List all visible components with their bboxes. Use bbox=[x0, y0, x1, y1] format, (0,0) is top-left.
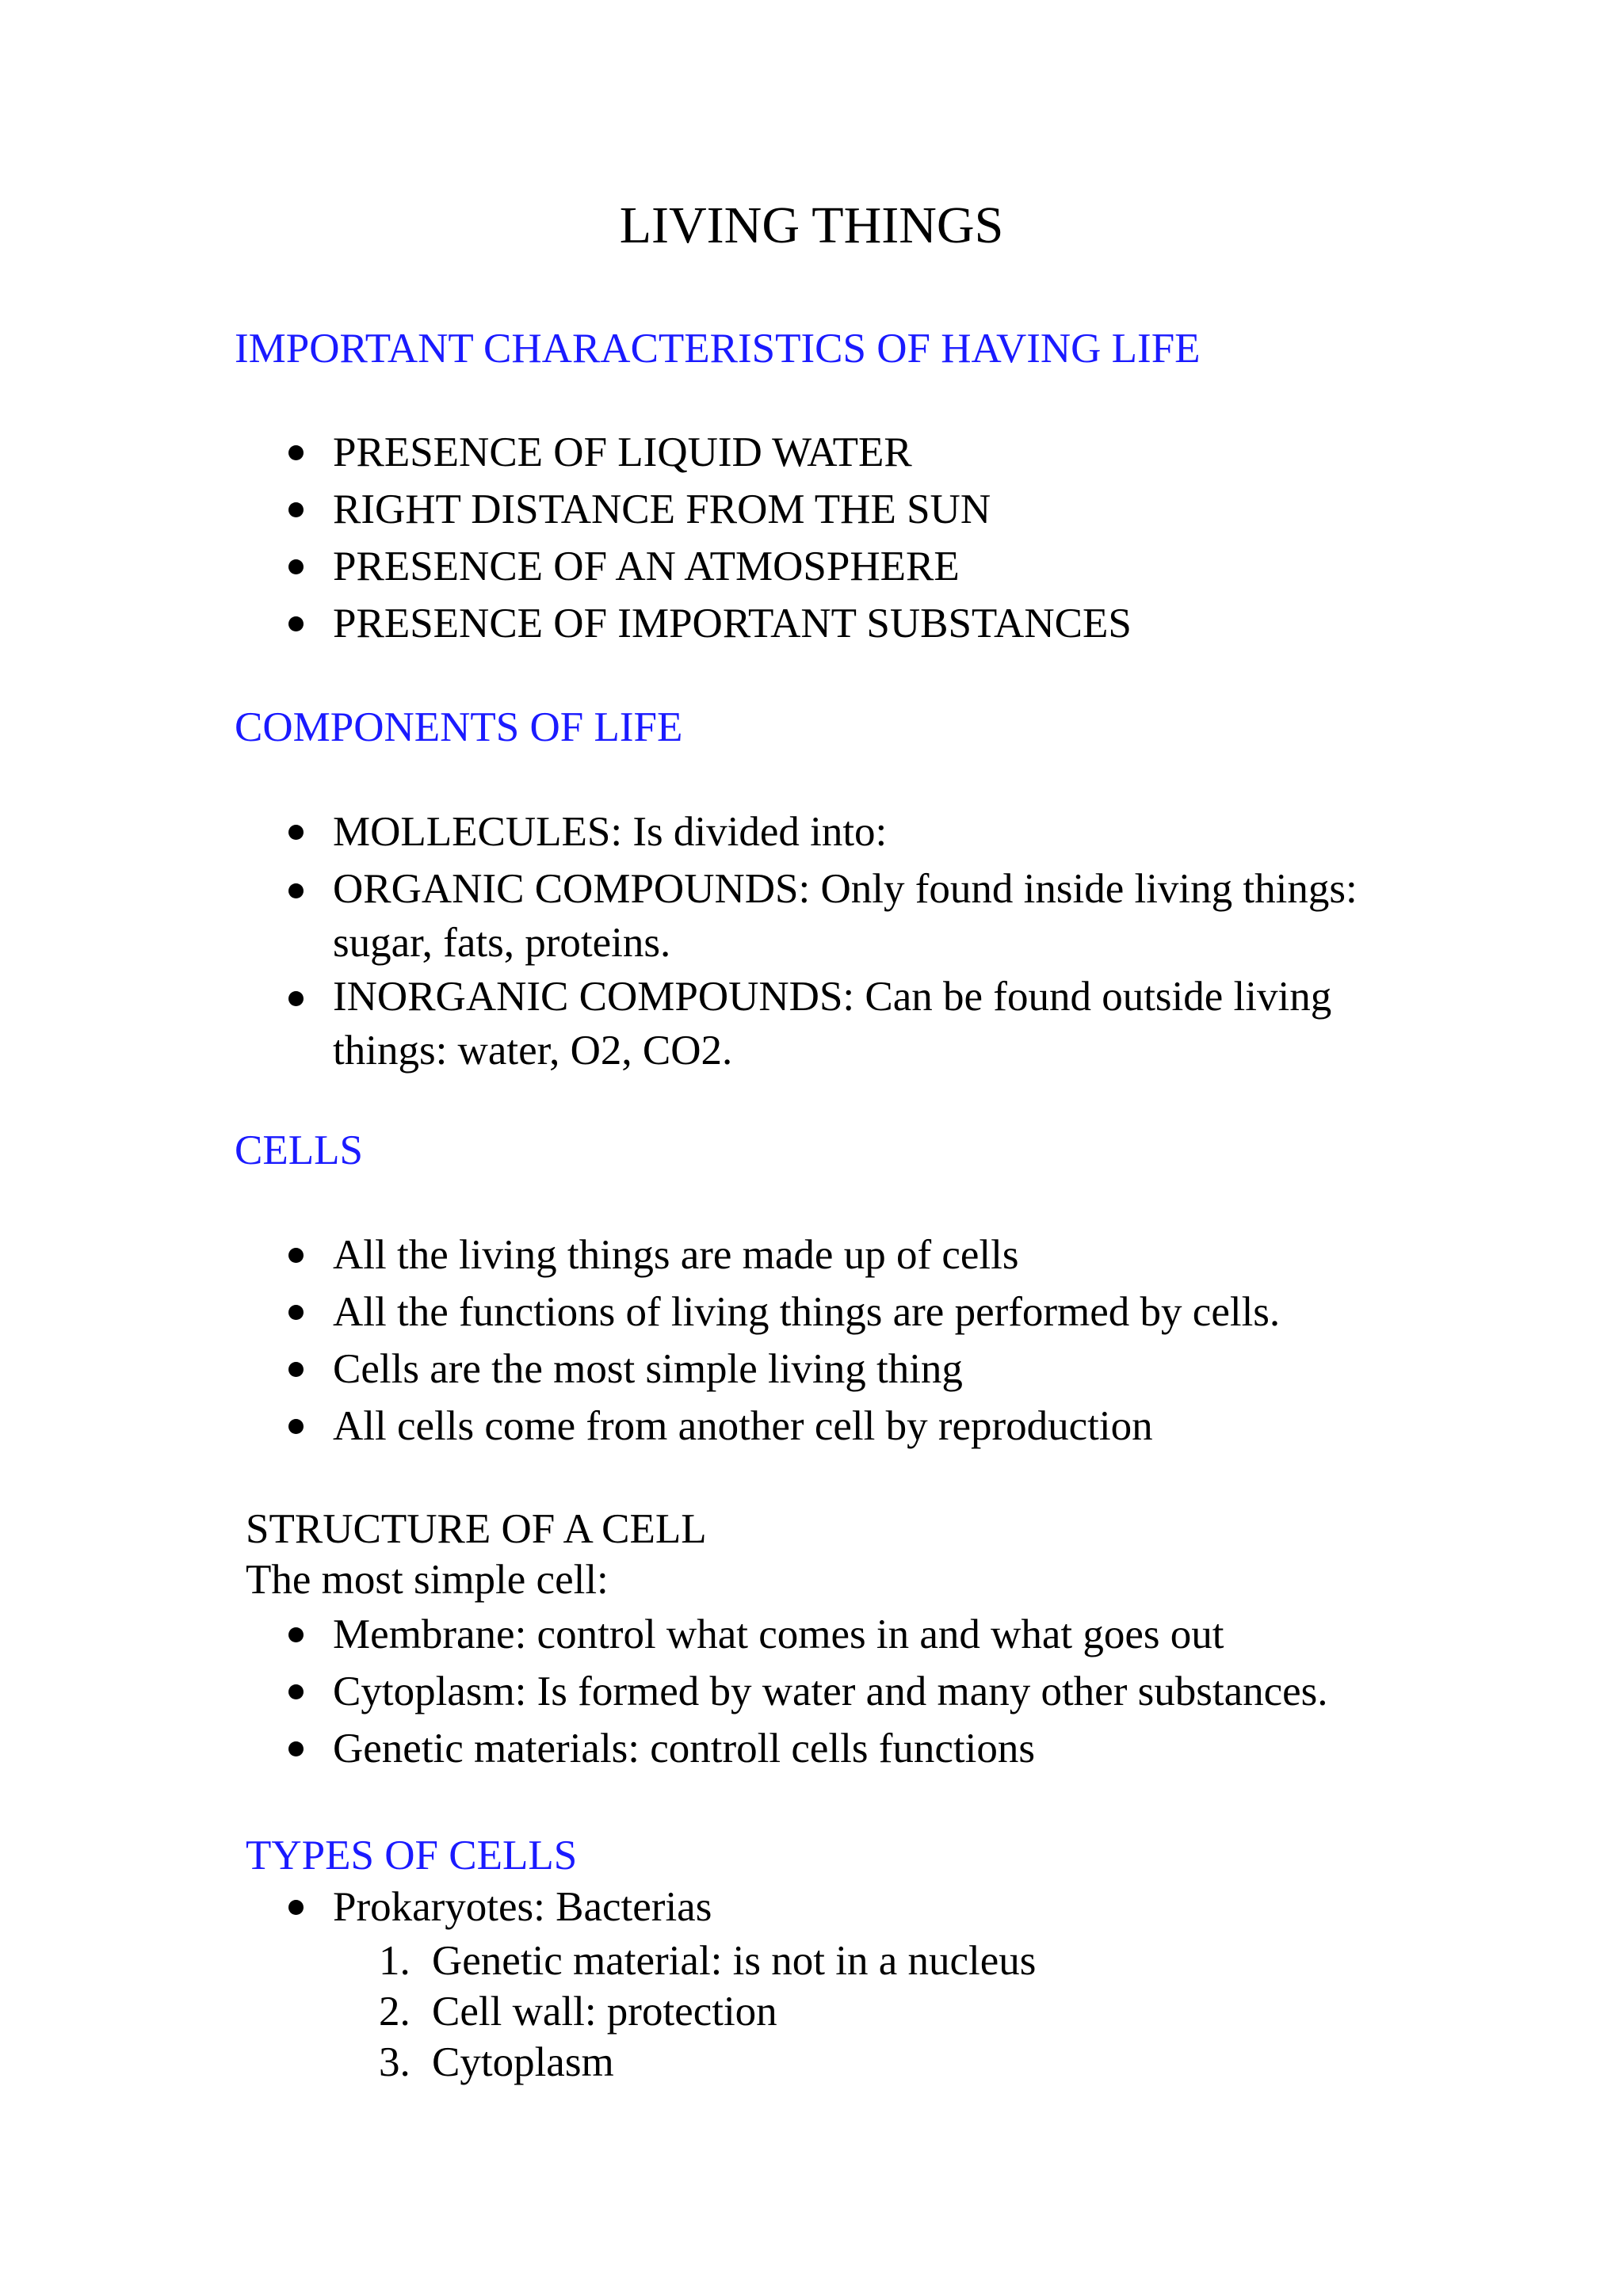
bullet-icon bbox=[288, 1684, 304, 1699]
characteristics-list bbox=[0, 424, 1132, 652]
list-item: 2. Cell wall: protection bbox=[379, 1989, 777, 2035]
structure-list bbox=[0, 1606, 1328, 1777]
list-item: Genetic materials: controll cells functions bbox=[0, 1720, 1328, 1777]
list-item: INORGANIC COMPOUNDS: Can be found outside living things: water, O2, CO2. bbox=[0, 970, 1395, 1077]
bullet-icon bbox=[288, 825, 304, 840]
components-list bbox=[0, 803, 1395, 1077]
list-item: Cells are the most simple living thing bbox=[0, 1341, 1280, 1398]
bullet-icon bbox=[288, 883, 304, 898]
list-item: Cytoplasm: Is formed by water and many other substances. bbox=[0, 1663, 1328, 1720]
section-heading-characteristics: IMPORTANT CHARACTERISTICS OF HAVING LIFE bbox=[235, 326, 1201, 372]
section-heading-components: COMPONENTS OF LIFE bbox=[235, 704, 683, 750]
bullet-icon bbox=[288, 1627, 304, 1642]
list-item: Prokaryotes: Bacterias bbox=[0, 1882, 712, 1932]
list-item: 1. Genetic material: is not in a nucleus bbox=[379, 1938, 1037, 1984]
list-item: 3. Cytoplasm bbox=[379, 2039, 614, 2085]
list-item: All cells come from another cell by reproduction bbox=[0, 1398, 1280, 1455]
section-heading-structure: STRUCTURE OF A CELL bbox=[246, 1506, 707, 1552]
bullet-icon bbox=[288, 1305, 304, 1320]
list-item: All the living things are made up of cells bbox=[0, 1226, 1280, 1283]
list-item: ORGANIC COMPOUNDS: Only found inside living things: sugar, fats, proteins. bbox=[0, 862, 1395, 970]
bullet-icon bbox=[288, 1362, 304, 1377]
section-heading-cells: CELLS bbox=[235, 1127, 363, 1173]
bullet-icon bbox=[288, 1741, 304, 1756]
bullet-icon bbox=[288, 502, 304, 517]
list-item: PRESENCE OF AN ATMOSPHERE bbox=[0, 538, 1132, 595]
cells-list bbox=[0, 1226, 1280, 1455]
structure-intro: The most simple cell: bbox=[246, 1557, 609, 1603]
bullet-icon bbox=[288, 1900, 304, 1915]
types-list bbox=[0, 1882, 712, 1932]
list-item: PRESENCE OF LIQUID WATER bbox=[0, 424, 1132, 481]
bullet-icon bbox=[288, 445, 304, 460]
bullet-icon bbox=[288, 1248, 304, 1263]
list-item: PRESENCE OF IMPORTANT SUBSTANCES bbox=[0, 595, 1132, 652]
list-item: All the functions of living things are performed by cells. bbox=[0, 1283, 1280, 1341]
bullet-icon bbox=[288, 559, 304, 574]
bullet-icon bbox=[288, 616, 304, 631]
list-item: RIGHT DISTANCE FROM THE SUN bbox=[0, 481, 1132, 538]
list-item: Membrane: control what comes in and what goes out bbox=[0, 1606, 1328, 1663]
bullet-icon bbox=[288, 991, 304, 1006]
list-item: MOLLECULES: Is divided into: bbox=[0, 803, 1395, 860]
section-heading-types: TYPES OF CELLS bbox=[246, 1833, 578, 1878]
page-title: LIVING THINGS bbox=[619, 196, 1004, 254]
bullet-icon bbox=[288, 1419, 304, 1434]
prokaryote-parts-list bbox=[0, 1936, 1036, 2088]
